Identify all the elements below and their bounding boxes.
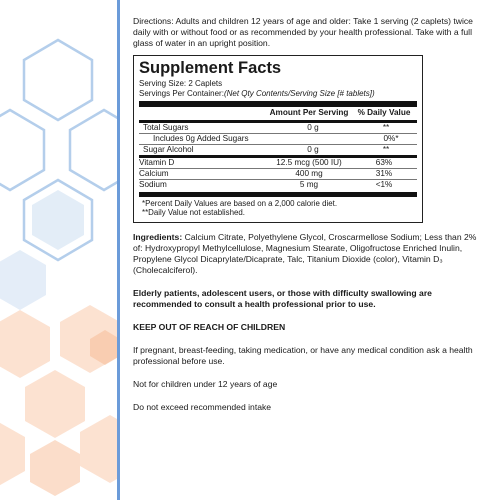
supplement-facts-title: Supplement Facts	[139, 59, 282, 77]
hexagon-outline-icon	[0, 110, 44, 190]
servings-per-container-label: Servings Per Container:	[139, 89, 224, 98]
nutrient-dv: **	[382, 144, 390, 154]
nutrient-dv: <1%	[375, 179, 393, 189]
vertical-divider	[117, 0, 120, 500]
nutrient-amount: 0 g	[307, 122, 319, 132]
hexagon-fill-icon	[0, 420, 25, 488]
ingredients-text: Calcium Citrate, Polyethylene Glycol, Croscarmellose Sodium; Less than 2% of: Hydroxypropyl Methylcellulose, Magnesium Stearate, Oligofructose Enriched Inulin, Propylene Glycol Dicaprylate/Dicaprate, Talc, Titanium Dioxide (color), Vitamin D₃ (Cholecalciferol).	[133, 231, 477, 275]
hexagon-fill-icon	[32, 190, 84, 250]
facts-row-sugar-alcohol	[139, 145, 417, 155]
keep-out-of-reach-warning: KEEP OUT OF REACH OF CHILDREN	[133, 321, 286, 332]
elderly-warning: Elderly patients, adolescent users, or those with difficulty swallowing are recommended to consult a health professional prior to use.	[133, 287, 432, 309]
facts-row-added-sugars	[139, 134, 417, 144]
nutrient-dv: 63%	[375, 157, 393, 167]
intake-warning: Do not exceed recommended intake	[133, 401, 272, 412]
nutrient-name: Vitamin D	[139, 157, 175, 167]
nutrient-name: Sodium	[139, 179, 167, 189]
nutrient-amount: 400 mg	[295, 168, 323, 178]
servings-per-container-value: (Net Qty Contents/Serving Size [# tablets])	[223, 89, 375, 98]
facts-row-total-sugars	[139, 123, 417, 133]
nutrient-name: Includes 0g Added Sugars	[153, 133, 249, 143]
label-content	[133, 16, 478, 422]
hexagon-outline-icon	[24, 40, 92, 120]
directions-text: Adults and children 12 years of age and older: Take 1 serving (2 caplets) twice daily with or without food or as recommended by your health professional. Take with a full glass of water in an upright position.	[133, 16, 473, 48]
daily-value-header: % Daily Value	[357, 108, 411, 117]
directions-label: Directions:	[133, 16, 174, 26]
nutrient-name: Calcium	[139, 168, 169, 178]
facts-header-row	[139, 107, 417, 120]
ingredients-label: Ingredients:	[133, 231, 183, 242]
nutrient-amount: 0 g	[307, 144, 319, 154]
nutrient-amount: 5 mg	[299, 179, 319, 189]
amount-per-serving-header: Amount Per Serving	[269, 108, 349, 117]
nutrient-amount	[303, 134, 365, 144]
facts-row-vitamin-d	[139, 158, 417, 168]
facts-row-sodium	[139, 180, 417, 190]
serving-size: Serving Size: 2 Caplets	[139, 79, 223, 88]
footnote-daily-values: *Percent Daily Values are based on a 2,000 calorie diet.	[142, 198, 338, 208]
ingredients	[133, 232, 478, 276]
nutrient-name: Total Sugars	[143, 122, 189, 132]
pregnancy-warning: If pregnant, breast-feeding, taking medication, or have any medical condition ask a health professional before use.	[133, 344, 473, 366]
directions	[133, 16, 478, 49]
hexagon-fill-icon	[0, 250, 46, 310]
hexagon-fill-icon	[30, 440, 80, 496]
nutrient-amount: 12.5 mcg (500 IU)	[276, 157, 342, 167]
nutrient-name: Sugar Alcohol	[143, 144, 194, 154]
hexagon-fill-icon	[25, 370, 85, 438]
supplement-facts-panel	[133, 55, 423, 223]
nutrient-dv: **	[382, 122, 390, 132]
age-warning: Not for children under 12 years of age	[133, 378, 278, 389]
footnote-not-established: **Daily Value not established.	[142, 208, 245, 217]
facts-row-calcium	[139, 169, 417, 179]
servings-per-container	[139, 89, 417, 99]
nutrient-dv: 31%	[375, 168, 393, 178]
nutrient-dv: 0%*	[383, 133, 399, 143]
hexagon-fill-icon	[0, 310, 50, 378]
